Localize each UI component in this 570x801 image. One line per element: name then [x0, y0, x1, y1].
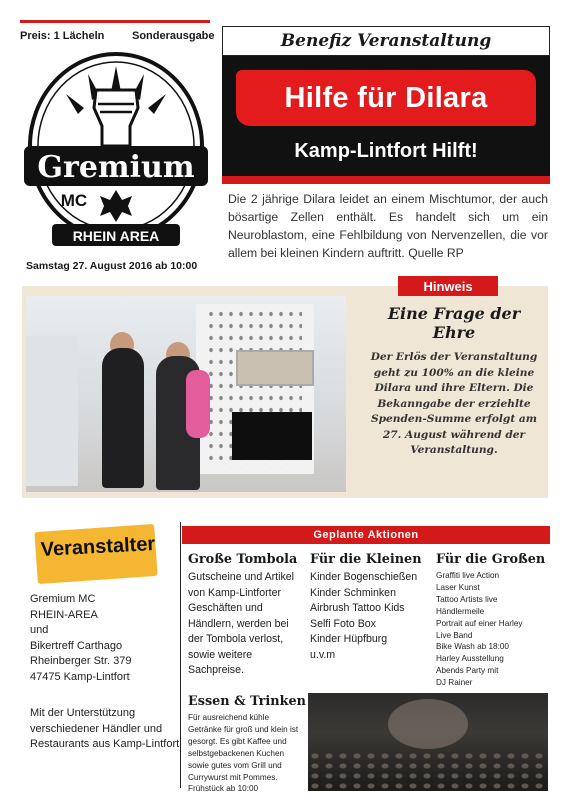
logo-area-text: RHEIN AREA [72, 228, 160, 244]
grossen-title: Für die Großen [436, 552, 546, 567]
price-label: Preis: 1 Lächeln [20, 30, 105, 42]
event-date: Samstag 27. August 2016 ab 10:00 [26, 260, 198, 272]
list-item: Airbrush Tattoo Kids [310, 602, 405, 614]
essen-text: Für ausreichend kühle Getränke für groß und klein ist gesorgt. Es gibt Kaffee und selbstgebackenen Kuchen sowie gutes vom Grill und Currywurst mit Pommes. Frühstück ab 10:00 [188, 713, 299, 794]
veranstalter-label: Veranstalter [40, 533, 156, 561]
grossen-list [436, 570, 548, 689]
list-item: Kinder Bogenschießen [310, 571, 418, 583]
organizer-block [30, 592, 180, 686]
family-photo [26, 296, 346, 492]
list-item: Selfi Foto Box [310, 617, 376, 630]
organizer-line: Bikertreff Carthago [30, 639, 123, 652]
list-item: Harley Ausstellung [436, 654, 504, 664]
list-item: Kinder Schminken [310, 586, 396, 599]
list-item: Tattoo Artists live [436, 594, 498, 604]
support-text: Mit der Unterstützung verschiedener Händler und Restaurants aus Kamp-Lintfort [30, 707, 180, 751]
biker-crowd-image [308, 693, 548, 791]
raised-fist-icon [94, 90, 138, 146]
list-item: u.v.m [310, 648, 336, 661]
organizer-line: Gremium MC [30, 593, 96, 605]
organizer-line: Rheinberger Str. 379 [30, 655, 132, 668]
list-item: Bike Wash ab 18:00 [436, 642, 509, 652]
kleinen-title: Für die Kleinen [310, 552, 422, 567]
organizer-line: RHEIN-AREA [30, 608, 98, 621]
benefiz-kicker: Benefiz Veranstaltung [222, 26, 550, 56]
list-item: Portrait auf einer Harley [436, 618, 523, 628]
list-item: Laser Kunst [436, 582, 480, 592]
hinweis-title: Eine Frage der Ehre [387, 304, 521, 342]
hinweis-label: Hinweis [398, 276, 498, 296]
headline-subtitle: Kamp-Lintfort Hilft! [294, 140, 478, 162]
tombola-title: Große Tombola [188, 552, 298, 567]
organizer-line: 47475 Kamp-Lintfort [30, 670, 130, 683]
kleinen-list [310, 570, 434, 663]
tombola-text: Gutscheine und Artikel von Kamp-Lintforter Geschäften und Händlern, werden bei der Tombola verlost, sowie weitere Sachpreise. [188, 571, 294, 676]
aktionen-divider [180, 522, 181, 788]
top-red-rule [20, 20, 210, 23]
intro-text: Die 2 jährige Dilara leidet an einem Mischtumor, der auch bösartige Zellen enthält. Es handelt sich um ein Neuroblastom, eine Fehlbildung von Nervenzellen, die vor allem bei kleinen Kindern auftritt. Quelle RP [228, 192, 548, 260]
hinweis-text: Der Erlös der Veranstaltung geht zu 100% an die kleine Dilara und ihre Eltern. Die Bekanngabe der erziehlte Spenden-Summe erfolgt am 27. August während der Veranstaltung. [370, 351, 538, 456]
logo-name-text: Gremium [37, 150, 195, 185]
list-item: DJ Rainer [436, 678, 473, 688]
list-item: Abends Party mit [436, 666, 499, 676]
list-item: Kinder Hüpfburg [310, 633, 388, 645]
gremium-logo [18, 46, 214, 252]
edition-label: Sonderausgabe [132, 30, 215, 42]
list-item: Graffiti live Action [436, 571, 500, 580]
headline-underline [222, 176, 550, 184]
list-item: Händlermeile [436, 606, 485, 616]
organizer-line: und [30, 624, 49, 637]
headline-title: Hilfe für Dilara [236, 70, 536, 126]
aktionen-heading: Geplante Aktionen [182, 526, 550, 544]
essen-title: Essen & Trinken [188, 694, 306, 709]
list-item: Live Band [436, 630, 473, 640]
logo-mc-text: MC [60, 191, 88, 210]
